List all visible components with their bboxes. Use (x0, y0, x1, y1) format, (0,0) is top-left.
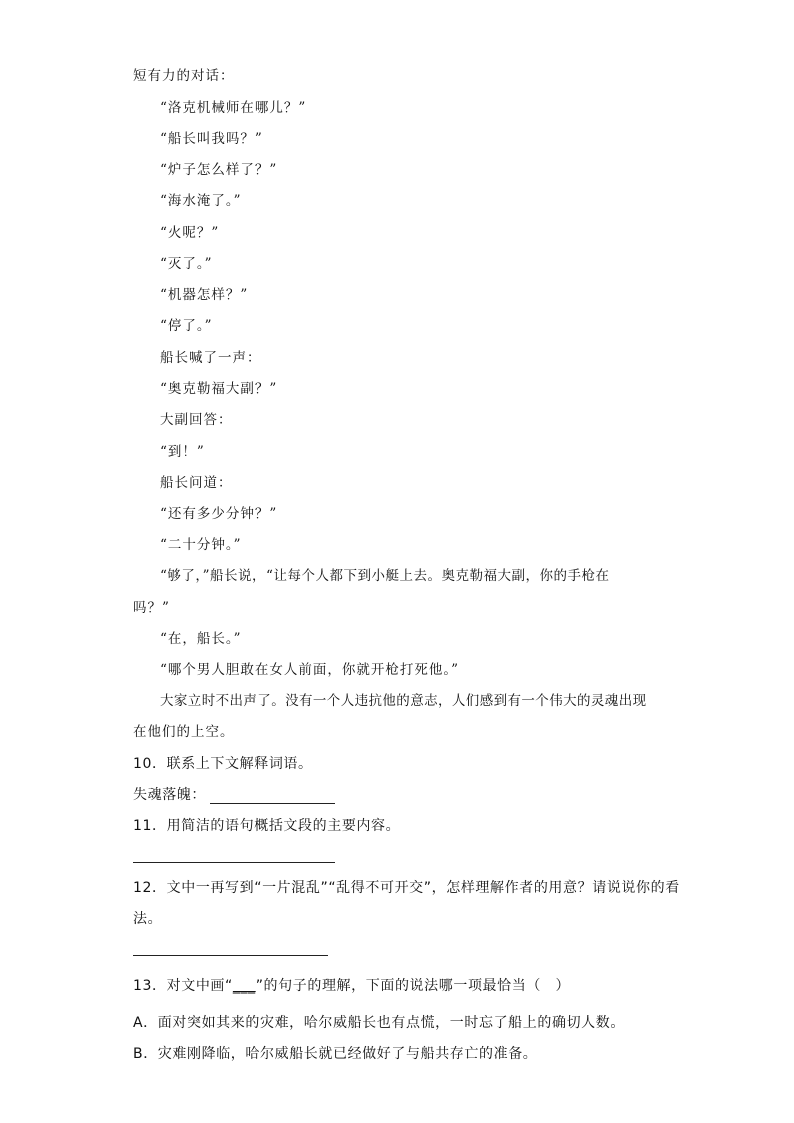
passage-line: “在，船长。” (160, 631, 242, 647)
passage-line: “炉子怎么样了？” (160, 162, 278, 178)
passage-line: “灭了。” (160, 256, 213, 272)
passage-line: “二十分钟。” (160, 537, 242, 553)
passage-line: 船长问道： (160, 475, 233, 491)
passage-line: “还有多少分钟？” (160, 506, 278, 522)
passage-line: “海水淹了。” (160, 193, 242, 209)
passage-line: “洛克机械师在哪儿？” (160, 100, 307, 116)
passage-line: 在他们的上空。 (133, 724, 235, 740)
passage-line: 吗？” (133, 600, 170, 616)
passage-line: 大家立时不出声了。没有一个人违抗他的意志，人们感到有一个伟大的灵魂出现 (160, 693, 647, 709)
answer-blank-12[interactable] (133, 955, 328, 956)
question-13-prefix: 13．对文中画“ (133, 978, 233, 994)
passage-line: “火呢？” (160, 225, 220, 241)
question-10-term: 失魂落魄： (133, 787, 206, 803)
question-12-line2: 法。 (133, 911, 163, 927)
passage-line: “停了。” (160, 318, 213, 334)
passage-line: “哪个男人胆敢在女人前面，你就开枪打死他。” (160, 662, 460, 678)
passage-line: “船长叫我吗？” (160, 131, 263, 147)
question-13 (133, 977, 570, 995)
passage-line: 船长喊了一声： (160, 350, 262, 366)
passage-line: 大副回答： (160, 412, 233, 428)
question-11: 11．用简洁的语句概括文段的主要内容。 (133, 818, 401, 834)
answer-blank-11[interactable] (133, 862, 335, 863)
answer-blank-10[interactable] (210, 789, 335, 804)
option-b[interactable]: B．灾难刚降临，哈尔威船长就已经做好了与船共存亡的准备。 (133, 1046, 538, 1062)
passage-line: 短有力的对话： (133, 68, 235, 84)
passage-line: “奥克勒福大副？” (160, 381, 278, 397)
question-13-underline-marker: ___ (232, 978, 256, 994)
passage-line: “到！” (160, 444, 205, 460)
question-13-suffix: ”的句子的理解，下面的说法哪一项最恰当（ ） (255, 978, 571, 994)
option-a[interactable]: A．面对突如其来的灾难，哈尔威船长也有点慌，一时忘了船上的确切人数。 (133, 1015, 625, 1031)
passage-line: “够了，”船长说，“让每个人都下到小艇上去。奥克勒福大副，你的手枪在 (160, 568, 610, 584)
passage-line: “机器怎样？” (160, 287, 249, 303)
question-10-term-row (133, 786, 335, 804)
question-12-line1: 12．文中一再写到“一片混乱”“乱得不可开交”，怎样理解作者的用意？请说说你的看 (133, 880, 680, 896)
question-10: 10．联系上下文解释词语。 (133, 756, 313, 772)
